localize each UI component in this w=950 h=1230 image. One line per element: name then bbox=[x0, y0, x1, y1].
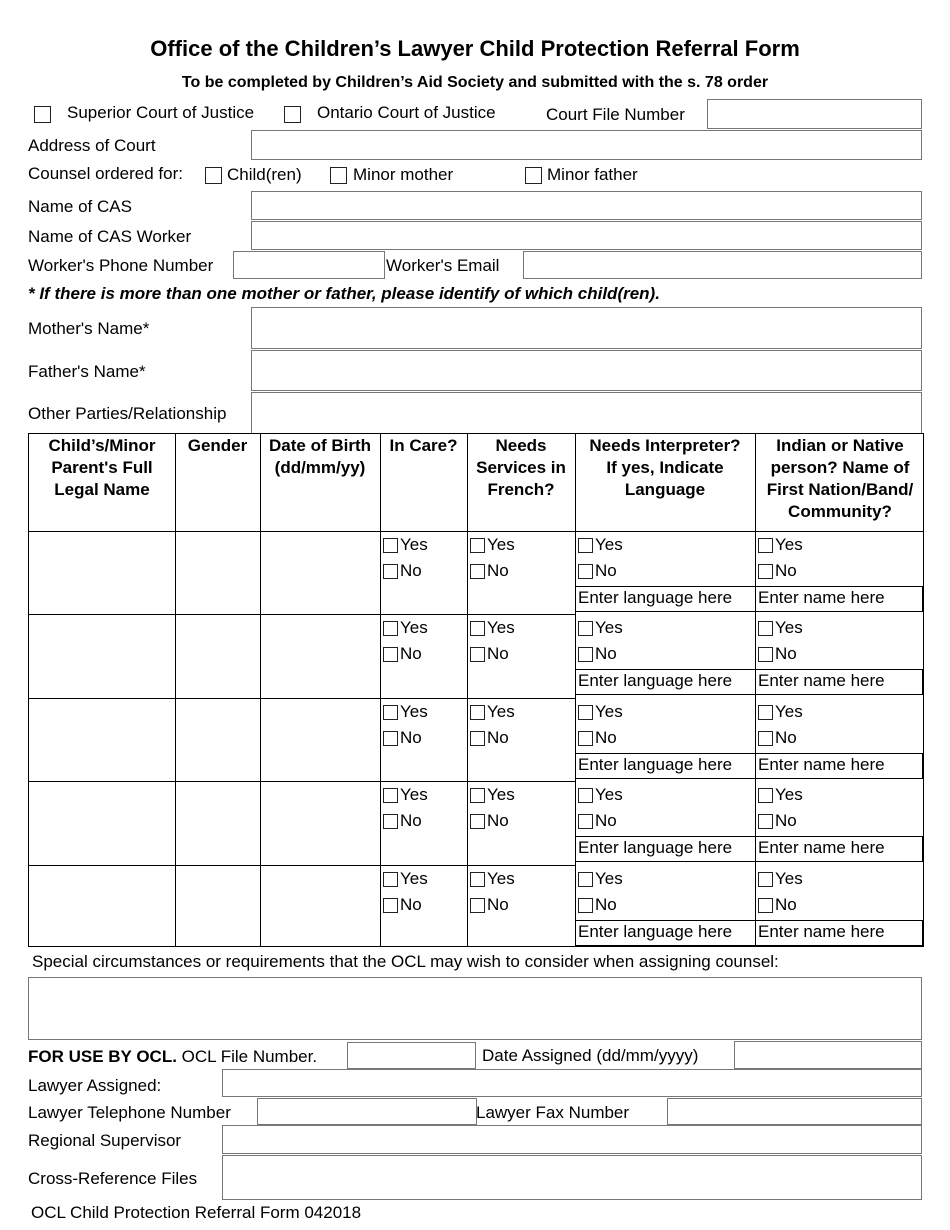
lawyer-phone-label: Lawyer Telephone Number bbox=[28, 1103, 231, 1122]
form-title: Office of the Children’s Lawyer Child Protection Referral Form bbox=[150, 36, 800, 61]
lawyer-fax-field[interactable] bbox=[667, 1098, 922, 1125]
table-header-line: Services in bbox=[476, 458, 566, 477]
option-label: No bbox=[595, 727, 617, 747]
option-label: Yes bbox=[775, 785, 803, 805]
option-label: No bbox=[595, 561, 617, 580]
french-services-no-option[interactable] bbox=[470, 812, 509, 830]
option-label: Yes bbox=[487, 868, 515, 888]
table-column-divider bbox=[467, 434, 468, 946]
table-header-line: Community? bbox=[788, 502, 892, 521]
in-care-no-option[interactable] bbox=[383, 812, 422, 830]
cas-worker-label: Name of CAS Worker bbox=[28, 227, 192, 246]
first-nation-name-field[interactable]: Enter name here bbox=[755, 753, 923, 779]
checkbox-icon[interactable] bbox=[578, 621, 593, 636]
in-care-no-option[interactable] bbox=[383, 729, 422, 747]
option-label: No bbox=[595, 894, 617, 914]
interpreter-no-option[interactable] bbox=[578, 729, 617, 747]
interpreter-yes-option[interactable] bbox=[578, 536, 623, 554]
worker-email-field[interactable] bbox=[523, 251, 922, 279]
table-header-line: Parent's Full bbox=[51, 458, 153, 477]
table-header-col-5 bbox=[467, 435, 575, 501]
in-care-yes-option[interactable] bbox=[383, 536, 428, 554]
date-assigned-field[interactable] bbox=[734, 1041, 922, 1069]
french-services-yes-option[interactable] bbox=[470, 870, 515, 888]
option-label: Yes bbox=[775, 701, 803, 721]
checkbox-icon[interactable] bbox=[758, 898, 773, 913]
option-label: Yes bbox=[400, 785, 428, 805]
checkbox-icon[interactable] bbox=[470, 647, 485, 662]
superior-court-checkbox[interactable] bbox=[34, 106, 51, 123]
interpreter-no-option[interactable] bbox=[578, 896, 617, 914]
table-header-col-1 bbox=[29, 435, 175, 501]
superior-court-label: Superior Court of Justice bbox=[67, 103, 255, 122]
first-nation-name-field[interactable]: Enter name here bbox=[755, 836, 923, 862]
table-header-line: Legal Name bbox=[54, 480, 150, 499]
option-label: No bbox=[400, 811, 422, 831]
ontario-court-checkbox[interactable] bbox=[284, 106, 301, 123]
option-label: Yes bbox=[775, 868, 803, 888]
children-table bbox=[28, 433, 924, 947]
option-label: No bbox=[775, 894, 797, 914]
checkbox-icon[interactable] bbox=[578, 814, 593, 829]
option-label: Yes bbox=[595, 701, 623, 721]
checkbox-icon[interactable] bbox=[758, 647, 773, 662]
french-services-yes-option[interactable] bbox=[470, 619, 515, 637]
lawyer-phone-field[interactable] bbox=[257, 1098, 477, 1125]
lawyer-assigned-field[interactable] bbox=[222, 1069, 922, 1097]
checkbox-icon[interactable] bbox=[758, 872, 773, 887]
option-label: No bbox=[775, 811, 797, 831]
table-header-line: Date of Birth bbox=[269, 436, 371, 455]
interpreter-language-field[interactable]: Enter language here bbox=[575, 586, 756, 612]
checkbox-icon[interactable] bbox=[383, 647, 398, 662]
option-label: Yes bbox=[400, 868, 428, 888]
option-label: No bbox=[595, 811, 617, 831]
table-header-col-6 bbox=[575, 435, 755, 501]
address-of-court-field[interactable] bbox=[251, 130, 922, 160]
counsel-minor-mother-checkbox[interactable] bbox=[330, 167, 347, 184]
checkbox-icon[interactable] bbox=[578, 788, 593, 803]
french-services-no-option[interactable] bbox=[470, 729, 509, 747]
table-row[interactable] bbox=[29, 865, 380, 948]
counsel-ordered-label: Counsel ordered for: bbox=[28, 164, 183, 183]
checkbox-icon[interactable] bbox=[578, 898, 593, 913]
table-header-line: French? bbox=[487, 480, 555, 499]
option-label: No bbox=[775, 561, 797, 580]
checkbox-icon[interactable] bbox=[758, 705, 773, 720]
native-yes-option[interactable] bbox=[758, 703, 803, 721]
in-care-no-option[interactable] bbox=[383, 645, 422, 663]
option-label: Yes bbox=[775, 535, 803, 554]
checkbox-icon[interactable] bbox=[578, 647, 593, 662]
table-column-divider bbox=[380, 434, 381, 946]
french-services-yes-option[interactable] bbox=[470, 786, 515, 804]
checkbox-icon[interactable] bbox=[383, 731, 398, 746]
table-header-line: In Care? bbox=[389, 436, 458, 455]
checkbox-icon[interactable] bbox=[758, 538, 773, 553]
table-row[interactable] bbox=[29, 614, 380, 697]
counsel-minor-mother-label: Minor mother bbox=[353, 165, 454, 184]
cas-worker-field[interactable] bbox=[251, 221, 922, 250]
interpreter-yes-option[interactable] bbox=[578, 703, 623, 721]
name-of-cas-label: Name of CAS bbox=[28, 197, 132, 216]
cross-reference-label: Cross-Reference Files bbox=[28, 1169, 198, 1188]
footer-form-id: OCL Child Protection Referral Form 042018 bbox=[31, 1203, 362, 1222]
table-header-line: Language bbox=[624, 480, 706, 499]
option-label: Yes bbox=[487, 701, 515, 721]
checkbox-icon[interactable] bbox=[383, 872, 398, 887]
table-row-divider bbox=[380, 865, 575, 866]
checkbox-icon[interactable] bbox=[470, 814, 485, 829]
option-label: No bbox=[400, 894, 422, 914]
court-file-number-field[interactable] bbox=[707, 99, 922, 129]
option-label: No bbox=[775, 644, 797, 664]
table-header-line: Needs Interpreter? bbox=[589, 436, 741, 455]
lawyer-fax-label: Lawyer Fax Number bbox=[476, 1103, 630, 1122]
ocl-use-line bbox=[28, 1047, 317, 1067]
table-header-line: First Nation/Band/ bbox=[766, 480, 914, 499]
checkbox-icon[interactable] bbox=[758, 788, 773, 803]
checkbox-icon[interactable] bbox=[578, 705, 593, 720]
in-care-yes-option[interactable] bbox=[383, 703, 428, 721]
interpreter-yes-option[interactable] bbox=[578, 619, 623, 637]
ocl-file-number-field[interactable] bbox=[347, 1042, 476, 1069]
other-parties-field[interactable] bbox=[251, 392, 922, 433]
table-header-line: (dd/mm/yy) bbox=[274, 458, 366, 477]
special-circumstances-label: Special circumstances or requirements that the OCL may wish to consider when assigning counsel: bbox=[32, 952, 779, 971]
french-services-no-option[interactable] bbox=[470, 562, 509, 580]
court-file-number-label: Court File Number bbox=[546, 105, 685, 124]
interpreter-yes-option[interactable] bbox=[578, 786, 623, 804]
option-label: Yes bbox=[400, 535, 428, 554]
in-care-yes-option[interactable] bbox=[383, 619, 428, 637]
in-care-no-option[interactable] bbox=[383, 896, 422, 914]
name-of-cas-field[interactable] bbox=[251, 191, 922, 220]
interpreter-language-field[interactable]: Enter language here bbox=[575, 836, 756, 862]
table-row-divider bbox=[380, 698, 575, 699]
option-label: Yes bbox=[595, 785, 623, 805]
first-nation-name-field[interactable]: Enter name here bbox=[755, 669, 923, 695]
interpreter-no-option[interactable] bbox=[578, 562, 617, 580]
table-header-line: If yes, Indicate bbox=[606, 458, 724, 477]
option-label: No bbox=[487, 894, 509, 914]
counsel-minor-father-label: Minor father bbox=[547, 165, 638, 184]
cross-reference-field[interactable] bbox=[222, 1155, 922, 1200]
checkbox-icon[interactable] bbox=[758, 564, 773, 579]
native-no-option[interactable] bbox=[758, 729, 797, 747]
native-no-option[interactable] bbox=[758, 562, 797, 580]
checkbox-icon[interactable] bbox=[470, 898, 485, 913]
interpreter-no-option[interactable] bbox=[578, 812, 617, 830]
option-label: Yes bbox=[487, 785, 515, 805]
interpreter-yes-option[interactable] bbox=[578, 870, 623, 888]
native-no-option[interactable] bbox=[758, 645, 797, 663]
counsel-minor-father-checkbox[interactable] bbox=[525, 167, 542, 184]
interpreter-language-field[interactable]: Enter language here bbox=[575, 920, 756, 946]
regional-supervisor-label: Regional Supervisor bbox=[28, 1131, 182, 1150]
native-yes-option[interactable] bbox=[758, 536, 803, 554]
table-header-col-7 bbox=[755, 435, 925, 523]
french-services-no-option[interactable] bbox=[470, 896, 509, 914]
option-label: No bbox=[400, 644, 422, 664]
for-use-by-ocl: FOR USE BY OCL. bbox=[28, 1047, 177, 1066]
regional-supervisor-field[interactable] bbox=[222, 1125, 922, 1154]
counsel-child-label: Child(ren) bbox=[227, 165, 302, 184]
checkbox-icon[interactable] bbox=[758, 621, 773, 636]
option-label: Yes bbox=[400, 701, 428, 721]
checkbox-icon[interactable] bbox=[578, 872, 593, 887]
option-label: Yes bbox=[487, 535, 515, 554]
option-label: No bbox=[400, 727, 422, 747]
table-row-divider bbox=[380, 614, 575, 615]
checkbox-icon[interactable] bbox=[383, 538, 398, 553]
multiple-parents-note: * If there is more than one mother or father, please identify of which child(ren). bbox=[28, 284, 660, 303]
interpreter-language-field[interactable]: Enter language here bbox=[575, 753, 756, 779]
native-yes-option[interactable] bbox=[758, 619, 803, 637]
table-header-col-3 bbox=[260, 435, 380, 479]
option-label: No bbox=[487, 561, 509, 580]
checkbox-icon[interactable] bbox=[470, 872, 485, 887]
interpreter-no-option[interactable] bbox=[578, 645, 617, 663]
french-services-yes-option[interactable] bbox=[470, 703, 515, 721]
checkbox-icon[interactable] bbox=[470, 731, 485, 746]
table-row[interactable] bbox=[29, 531, 380, 614]
date-assigned-label: Date Assigned (dd/mm/yyyy) bbox=[482, 1046, 699, 1065]
checkbox-icon[interactable] bbox=[470, 705, 485, 720]
table-header-line: Needs bbox=[495, 436, 547, 455]
option-label: Yes bbox=[595, 868, 623, 888]
option-label: No bbox=[487, 644, 509, 664]
lawyer-assigned-label: Lawyer Assigned: bbox=[28, 1076, 162, 1095]
table-row[interactable] bbox=[29, 781, 380, 864]
checkbox-icon[interactable] bbox=[470, 564, 485, 579]
form-subtitle: To be completed by Children’s Aid Society and submitted with the s. 78 order bbox=[181, 74, 769, 91]
option-label: Yes bbox=[487, 618, 515, 638]
checkbox-icon[interactable] bbox=[383, 621, 398, 636]
option-label: No bbox=[487, 727, 509, 747]
counsel-child-checkbox[interactable] bbox=[205, 167, 222, 184]
father-name-label: Father's Name* bbox=[28, 362, 146, 381]
option-label: Yes bbox=[595, 535, 623, 554]
interpreter-language-field[interactable]: Enter language here bbox=[575, 669, 756, 695]
table-header-line: Indian or Native bbox=[776, 436, 904, 455]
table-header-line: person? Name of bbox=[770, 458, 910, 477]
worker-email-label: Worker's Email bbox=[386, 256, 500, 275]
option-label: No bbox=[487, 811, 509, 831]
in-care-yes-option[interactable] bbox=[383, 870, 428, 888]
worker-phone-field[interactable] bbox=[233, 251, 385, 279]
option-label: No bbox=[775, 727, 797, 747]
checkbox-icon[interactable] bbox=[383, 788, 398, 803]
table-header-line: Child’s/Minor bbox=[48, 436, 156, 455]
option-label: Yes bbox=[595, 618, 623, 638]
native-yes-option[interactable] bbox=[758, 786, 803, 804]
option-label: No bbox=[400, 561, 422, 580]
checkbox-icon[interactable] bbox=[383, 705, 398, 720]
other-parties-label: Other Parties/Relationship bbox=[28, 404, 227, 423]
table-row[interactable] bbox=[29, 698, 380, 781]
table-header-col-2 bbox=[175, 435, 260, 457]
checkbox-icon[interactable] bbox=[383, 814, 398, 829]
in-care-no-option[interactable] bbox=[383, 562, 422, 580]
mother-name-field[interactable] bbox=[251, 307, 922, 349]
table-row-divider bbox=[380, 781, 575, 782]
option-label: Yes bbox=[400, 618, 428, 638]
french-services-no-option[interactable] bbox=[470, 645, 509, 663]
option-label: Yes bbox=[775, 618, 803, 638]
checkbox-icon[interactable] bbox=[758, 731, 773, 746]
checkbox-icon[interactable] bbox=[470, 788, 485, 803]
checkbox-icon[interactable] bbox=[383, 898, 398, 913]
first-nation-name-field[interactable]: Enter name here bbox=[755, 920, 923, 946]
father-name-field[interactable] bbox=[251, 350, 922, 391]
ontario-court-label: Ontario Court of Justice bbox=[317, 103, 496, 122]
checkbox-icon[interactable] bbox=[578, 564, 593, 579]
checkbox-icon[interactable] bbox=[383, 564, 398, 579]
checkbox-icon[interactable] bbox=[470, 621, 485, 636]
in-care-yes-option[interactable] bbox=[383, 786, 428, 804]
worker-phone-label: Worker's Phone Number bbox=[28, 256, 214, 275]
first-nation-name-field[interactable]: Enter name here bbox=[755, 586, 923, 612]
native-no-option[interactable] bbox=[758, 812, 797, 830]
special-circumstances-field[interactable] bbox=[28, 977, 922, 1040]
mother-name-label: Mother's Name* bbox=[28, 319, 150, 338]
checkbox-icon[interactable] bbox=[578, 731, 593, 746]
checkbox-icon[interactable] bbox=[758, 814, 773, 829]
checkbox-icon[interactable] bbox=[578, 538, 593, 553]
option-label: No bbox=[595, 644, 617, 664]
french-services-yes-option[interactable] bbox=[470, 536, 515, 554]
native-no-option[interactable] bbox=[758, 896, 797, 914]
ocl-file-number-label: OCL File Number. bbox=[176, 1047, 318, 1066]
checkbox-icon[interactable] bbox=[470, 538, 485, 553]
table-header-col-4 bbox=[380, 435, 467, 457]
address-of-court-label: Address of Court bbox=[28, 136, 156, 155]
table-header-line: Gender bbox=[187, 436, 248, 455]
native-yes-option[interactable] bbox=[758, 870, 803, 888]
